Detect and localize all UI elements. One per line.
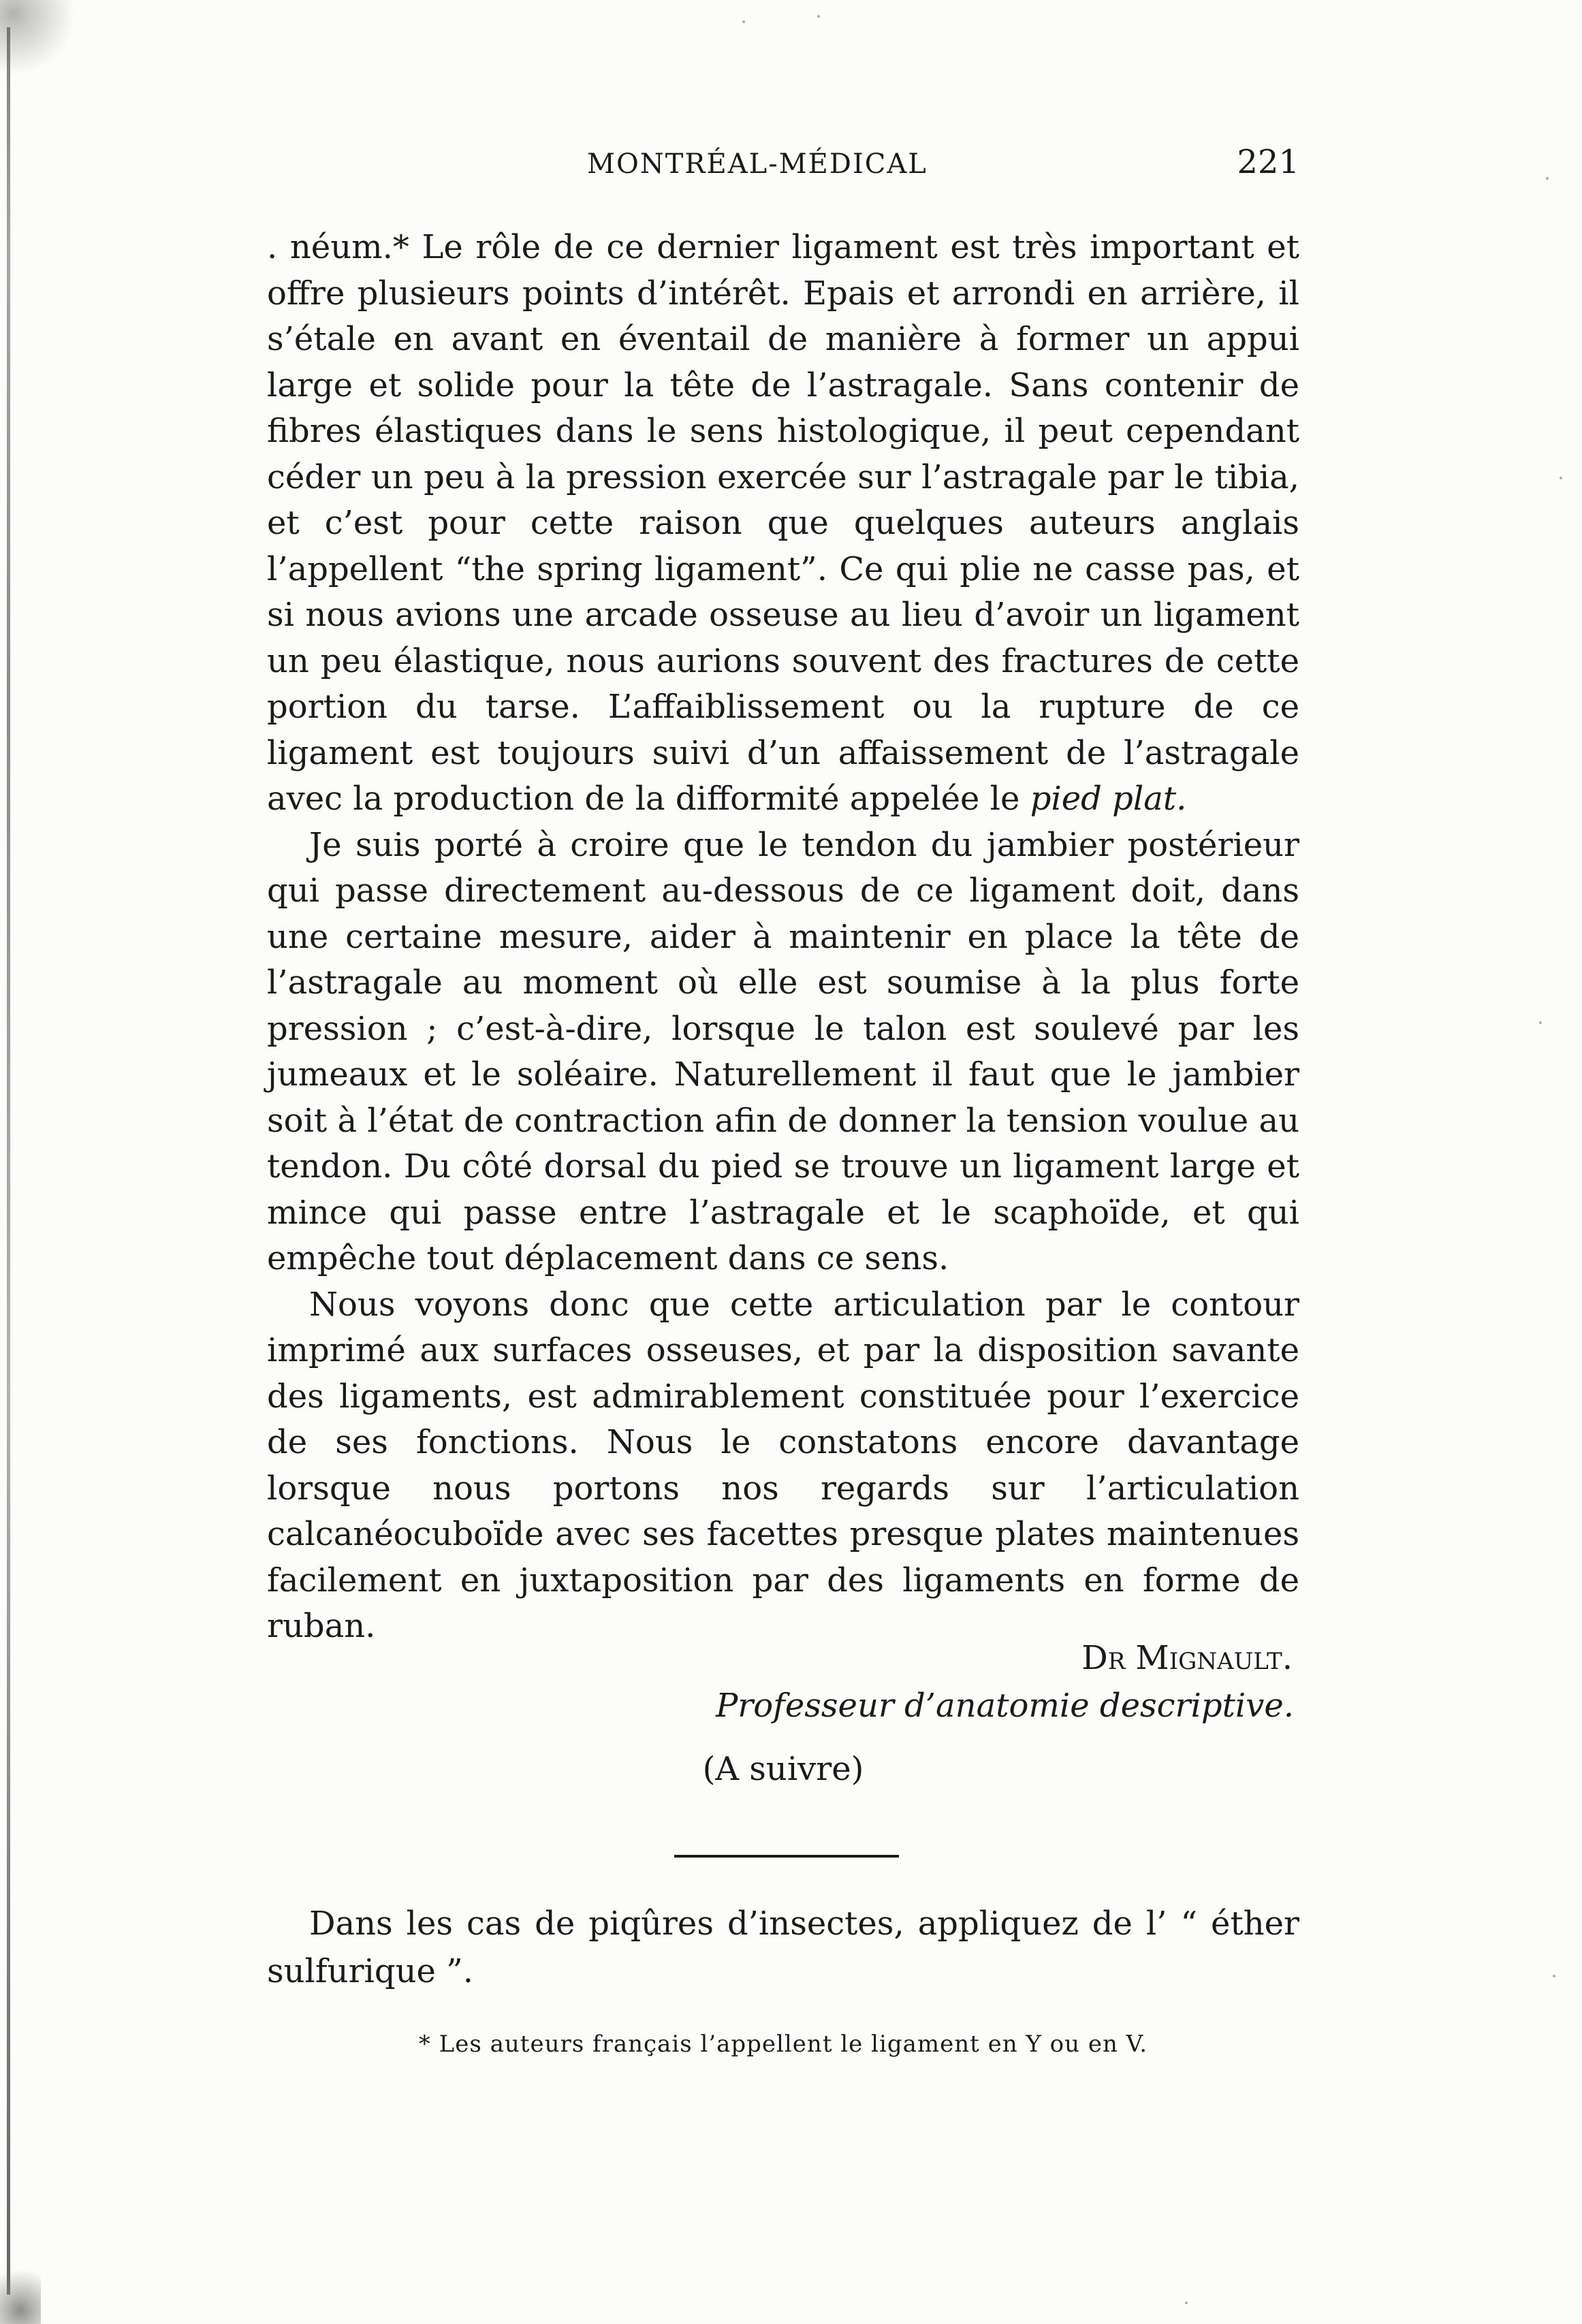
scan-speckle [1539,1021,1542,1024]
note-text: Dans les cas de piqûres d’insectes, appliquez de l’ “ éther sulfurique ”. [267,1905,1299,1990]
page-number: 221 [1237,143,1299,181]
scan-speckle [1560,477,1562,479]
paragraph-text: Nous voyons donc que cette articulation par le contour imprimé aux surfaces osseuses, et par la disposition savante des ligaments, est admirablement constituée pour l’exercice de ses fonctions. Nous le constatons encore davantage lorsque nous portons nos regards sur l’articulation calcanéocuboïde avec ses facettes presque plates maintenues facilement en juxtaposition par des ligaments en forme de ruban. [267,1285,1299,1645]
scan-speckle [1546,177,1549,180]
scan-corner-artifact [0,0,82,95]
running-title: MONTRÉAL-MÉDICAL [587,148,928,180]
paragraph [267,823,1299,1282]
signature-block [267,1634,1299,1730]
paragraph-text: Je suis porté à croire que le tendon du jambier postérieur qui passe directement au-dessous de ce ligament doit, dans une certaine mesure, aider à maintenir en place la tête de l’astragale au moment où elle est soumise à la plus forte pression ; c’est-à-dire, lorsque le talon est soulevé par les jumeaux et le soléaire. Naturellement il faut que le jambier soit à l’état de contraction afin de donner la tension voulue au tendon. Du côté dorsal du pied se trouve un ligament large et mince qui passe entre l’astragale et le scaphoïde, et qui empêche tout déplacement dans ce sens. [267,825,1299,1277]
scan-speckle [817,15,820,18]
paragraph [267,1282,1299,1650]
scan-speckle [1553,1975,1555,1977]
paragraph-text: . néum.* Le rôle de ce dernier ligament est très important et offre plusieurs points d’intérêt. Epais et arrondi en arrière, il s’étale en avant en éventail de manière à former un appui large et solide pour la tête de l’astragale. Sans contenir de fibres élastiques dans le sens histologique, il peut cependant céder un peu à la pression exercée sur l’astragale par le tibia, et c’est pour cette raison que quelques auteurs anglais l’appellent “the spring ligament”. Ce qui plie ne casse pas, et si nous avions une arcade osseuse au lieu d’avoir un ligament un peu élastique, nous aurions souvent des fractures de cette portion du tarse. L’affaiblissement ou la rupture de ce ligament est toujours suivi d’un affaissement de l’astragale avec la production de la difformité appelée le [267,228,1299,818]
footnote: * Les auteurs français l’appellent le ligament en Y ou en V. [418,2031,1148,2058]
emphasis-text: pied plat. [1030,780,1187,818]
scan-speckle [742,20,745,23]
section-divider [674,1855,899,1858]
scan-left-edge [7,27,10,2295]
note-paragraph [267,1900,1299,1995]
author-title: Professeur d’anatomie descriptive. [715,1687,1294,1725]
continued-notice: (A suivre) [702,1750,864,1788]
article-body [267,225,1299,1650]
paragraph [267,225,1299,823]
scan-speckle [1185,2302,1188,2304]
author-name: Dr Mignault. [1081,1639,1293,1677]
running-head [267,143,1299,189]
scan-bottom-artifact [0,2215,41,2324]
